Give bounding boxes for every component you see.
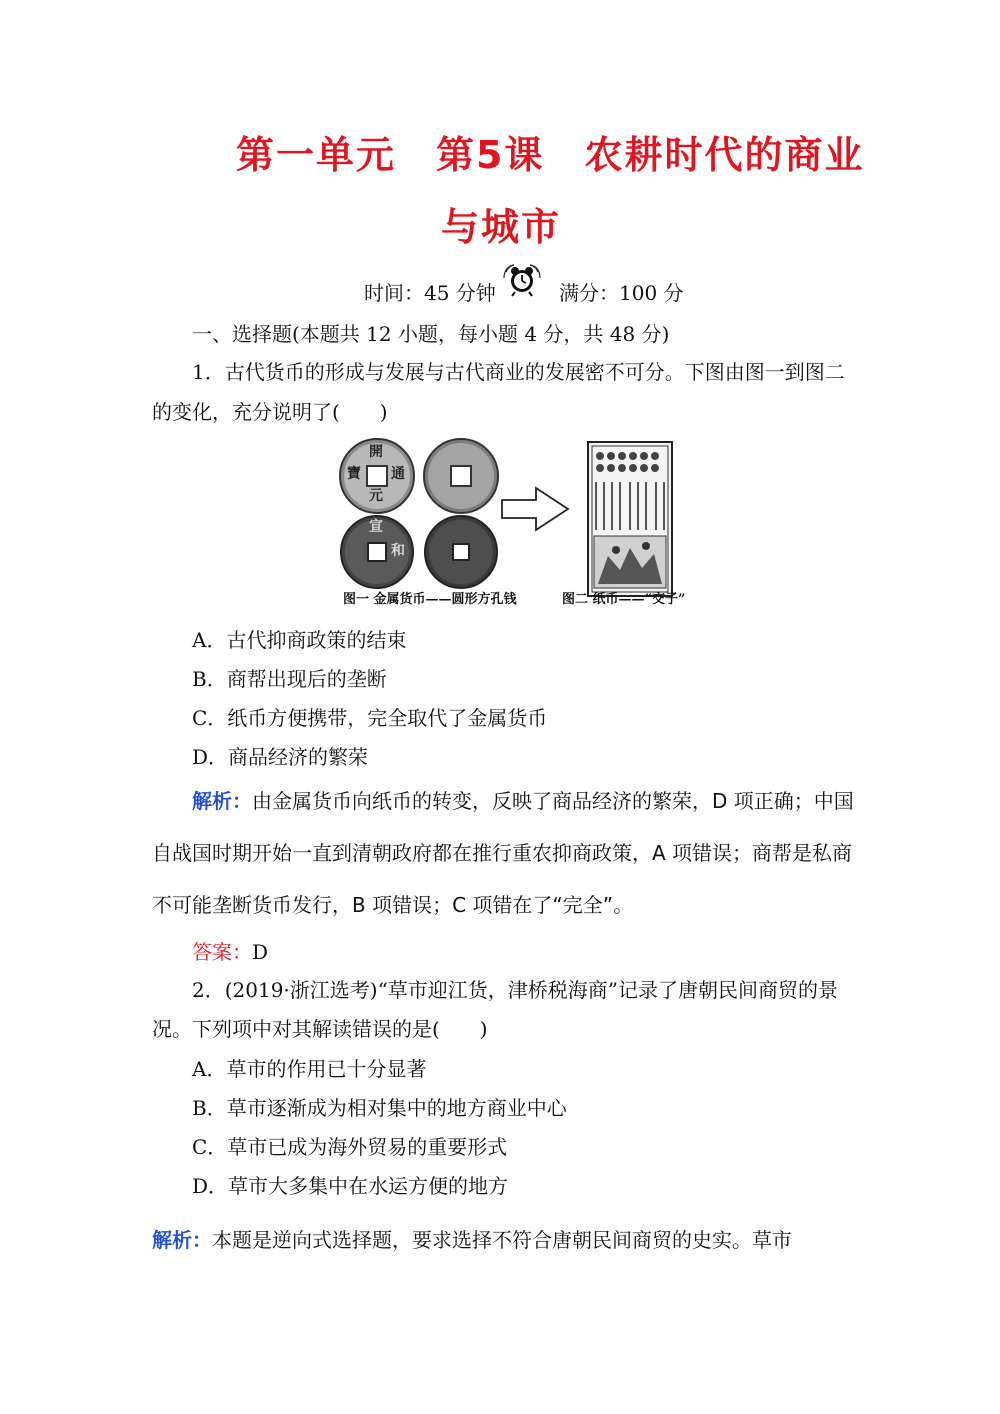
q1-option-d[interactable]: D．商品经济的繁荣 xyxy=(192,745,369,769)
arrow-right-icon xyxy=(502,488,568,530)
q2-analysis-line1 xyxy=(152,1224,792,1253)
coin4-inscription-right: 和 xyxy=(391,543,405,559)
q1-stem-line2: 的变化，充分说明了( ) xyxy=(152,400,388,424)
q2-option-a[interactable]: A．草市的作用已十分显著 xyxy=(192,1057,427,1081)
coin-inscription-right: 通 xyxy=(391,466,405,482)
q2-analysis-text1: 本题是逆向式选择题，要求选择不符合唐朝民间商贸的史实。草市 xyxy=(212,1228,792,1252)
q1-option-a[interactable]: A．古代抑商政策的结束 xyxy=(192,628,407,652)
q1-answer-label: 答案： xyxy=(192,940,252,964)
coin-inscription-top: 開 xyxy=(369,444,383,460)
q1-analysis-label: 解析： xyxy=(192,789,252,813)
q1-analysis-line2: 自战国时期开始一直到清朝政府都在推行重农抑商政策，A 项错误；商帮是私商 xyxy=(152,841,853,865)
time-limit: 时间：45 分钟 xyxy=(364,281,496,305)
q1-option-b[interactable]: B．商帮出现后的垄断 xyxy=(192,667,387,691)
q2-stem-line1: 2．(2019·浙江选考)“草市迎江货，津桥税海商”记录了唐朝民间商贸的景 xyxy=(192,978,839,1002)
q2-option-d[interactable]: D．草市大多集中在水运方便的地方 xyxy=(192,1174,509,1198)
figure1-caption: 图一 金属货币——圆形方孔钱 xyxy=(343,592,517,607)
coin-inscription-left: 寶 xyxy=(347,466,361,482)
q1-analysis-line3: 不可能垄断货币发行，B 项错误；C 项错在了“完全”。 xyxy=(152,893,634,917)
section-heading: 一、选择题(本题共 12 小题，每小题 4 分，共 48 分) xyxy=(192,322,670,346)
page-title-line2: 与城市 xyxy=(441,205,562,249)
jiaozi-banknote-image xyxy=(588,442,672,596)
q1-figure xyxy=(330,430,710,610)
q2-analysis-label: 解析： xyxy=(152,1228,212,1252)
q2-option-b[interactable]: B．草市逐渐成为相对集中的地方商业中心 xyxy=(192,1096,567,1120)
coin-worn-image xyxy=(425,516,497,588)
q2-stem-line2: 况。下列项中对其解读错误的是( ) xyxy=(152,1017,488,1041)
page-title-line1: 第一单元 第5课 农耕时代的商业 xyxy=(236,133,865,177)
alarm-clock-icon xyxy=(502,262,542,298)
figure2-caption: 图二 纸币——“交子” xyxy=(562,592,686,607)
q1-option-c[interactable]: C．纸币方便携带，完全取代了金属货币 xyxy=(192,706,548,730)
coin-inscription-bottom: 元 xyxy=(369,488,383,504)
q2-option-c[interactable]: C．草市已成为海外贸易的重要形式 xyxy=(192,1135,508,1159)
q1-analysis-line1 xyxy=(192,785,854,814)
coin4-inscription-top: 宣 xyxy=(369,519,383,535)
full-score: 满分：100 分 xyxy=(559,281,684,305)
coin-plain-image xyxy=(424,439,498,513)
q1-answer xyxy=(192,936,268,965)
q1-analysis-text1: 由金属货币向纸币的转变，反映了商品经济的繁荣，D 项正确；中国 xyxy=(252,789,854,813)
q1-answer-value: D xyxy=(252,940,269,964)
q1-stem-line1: 1．古代货币的形成与发展与古代商业的发展密不可分。下图由图一到图二 xyxy=(192,360,845,384)
